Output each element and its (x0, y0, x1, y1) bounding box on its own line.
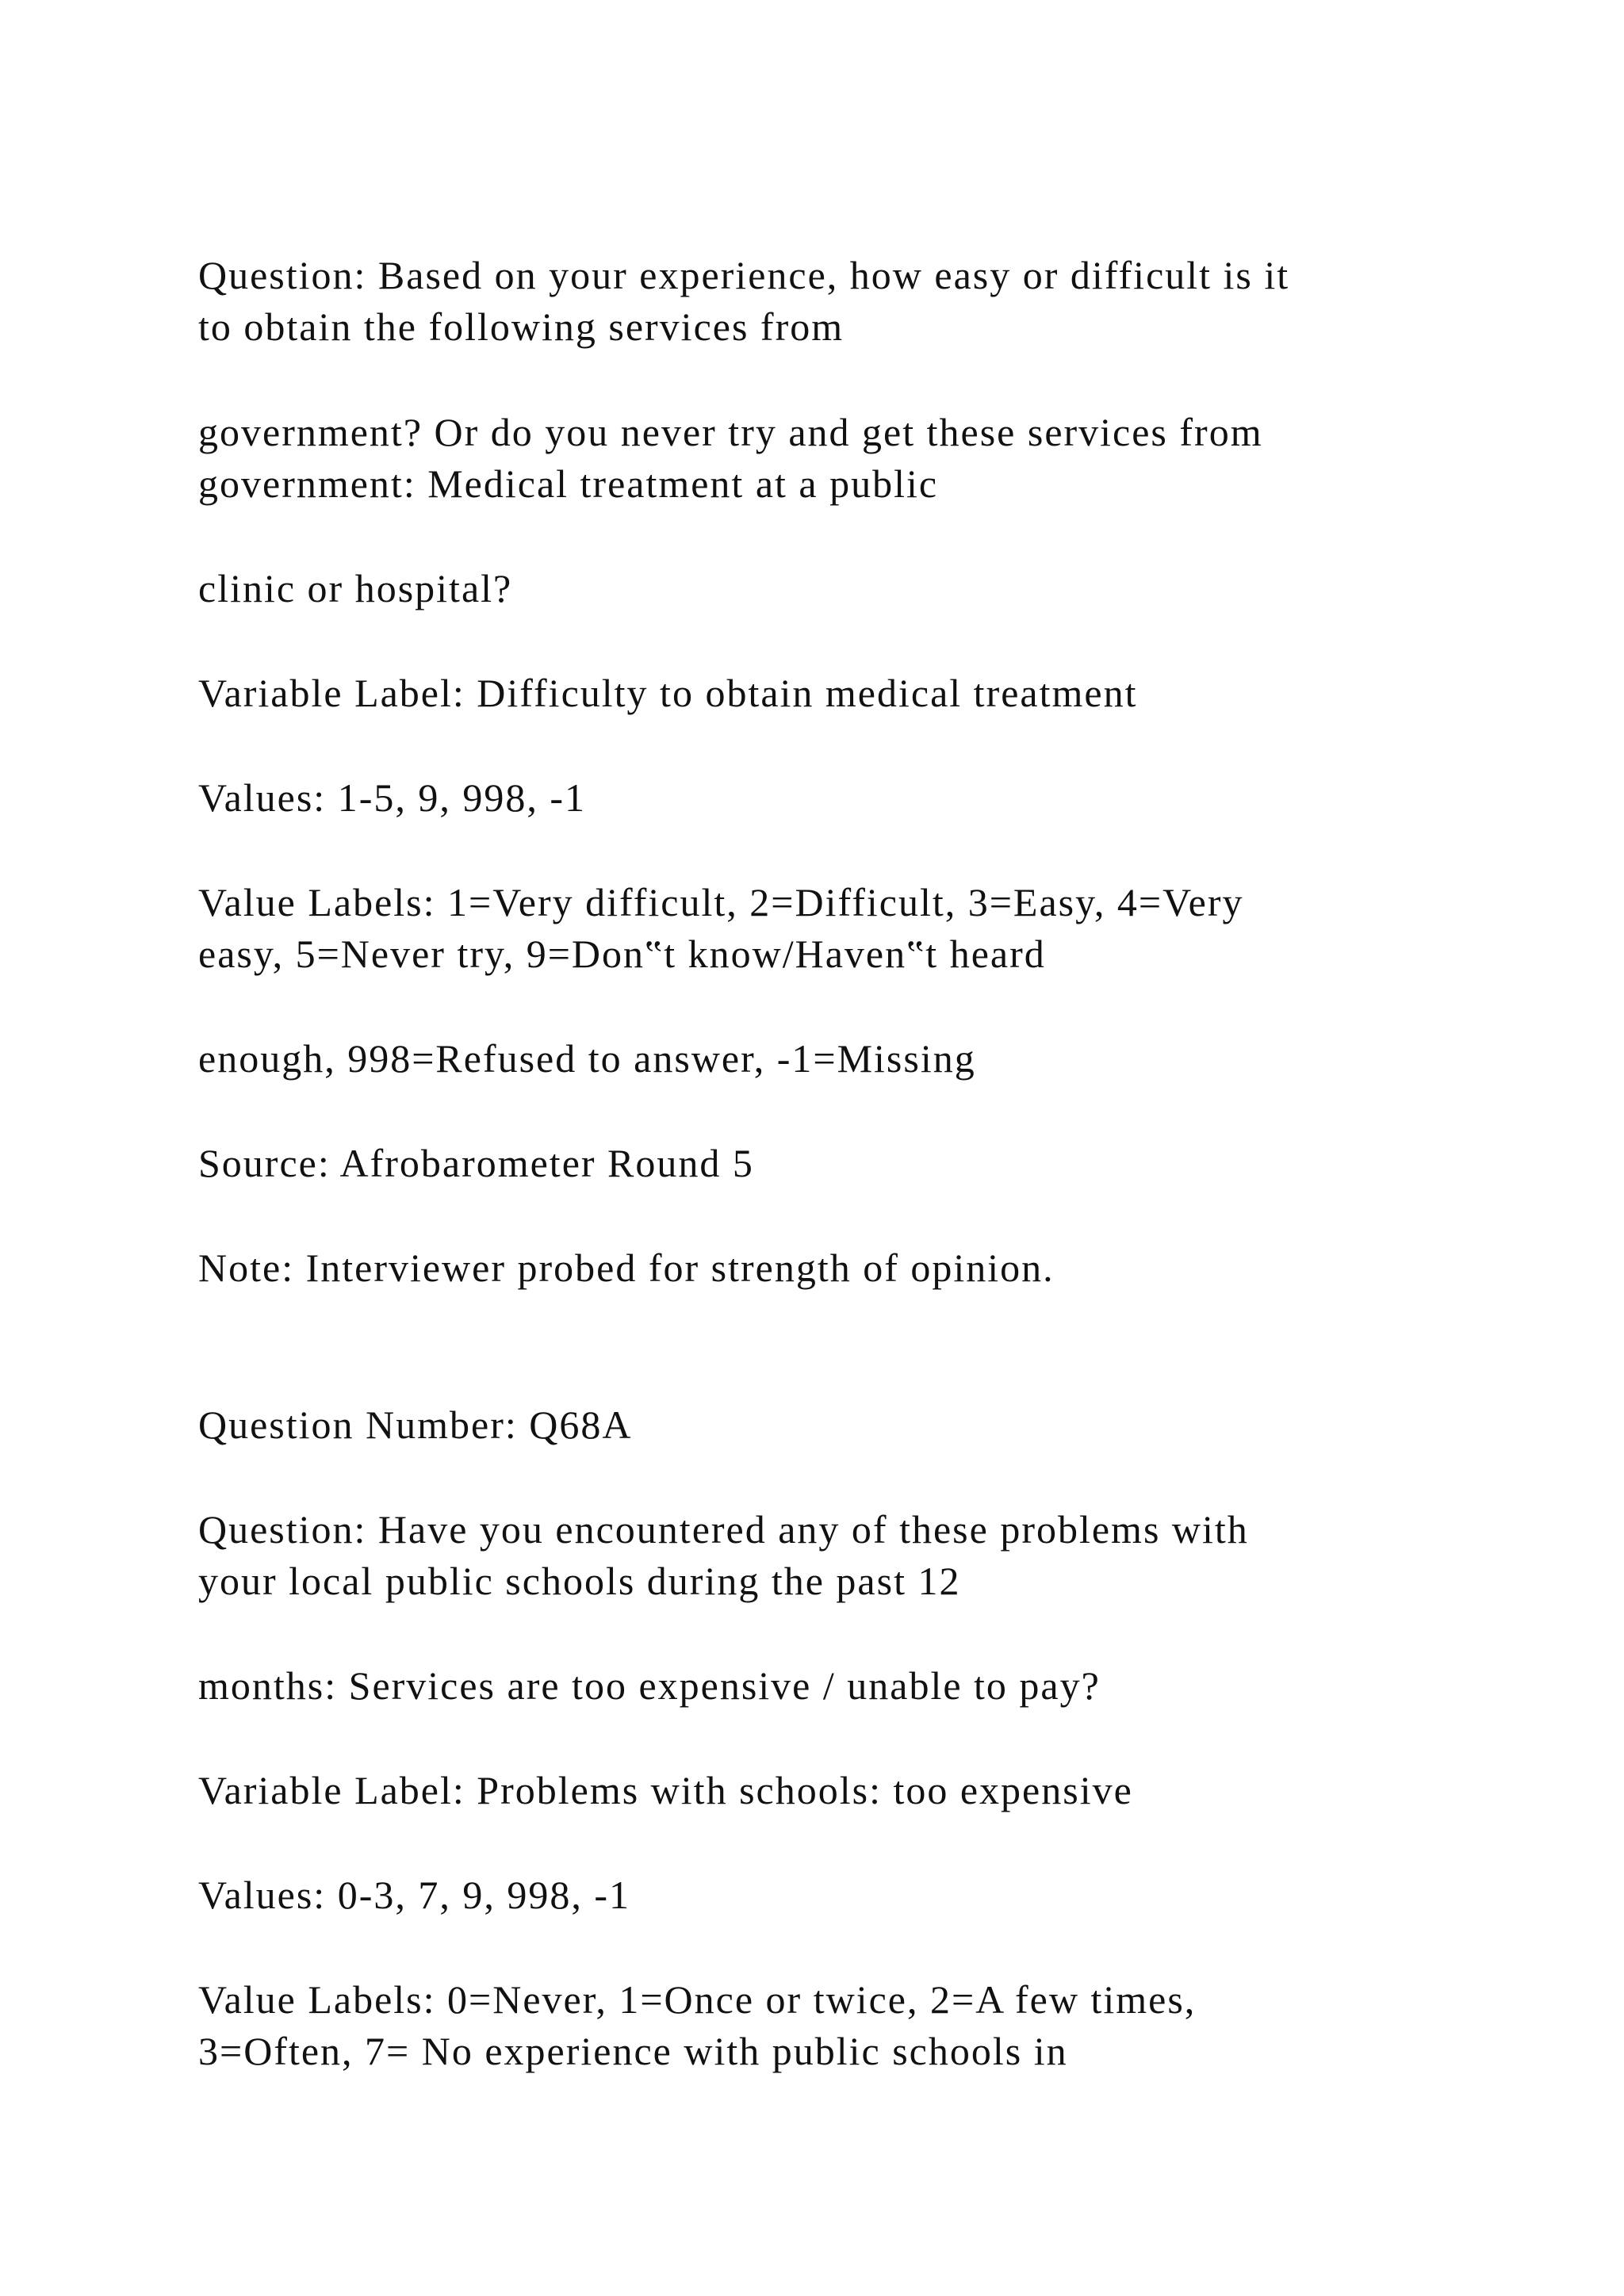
text-line: 3=Often, 7= No experience with public schools in (198, 2029, 1068, 2073)
text-line: Variable Label: Problems with schools: too expensive (198, 1768, 1133, 1812)
text-line: Question: Have you encountered any of these problems with (198, 1507, 1249, 1552)
text-line: government: Medical treatment at a public (198, 461, 939, 506)
text-line: Note: Interviewer probed for strength of opinion. (198, 1246, 1055, 1290)
text-line: to obtain the following services from (198, 304, 845, 349)
text-line: enough, 998=Refused to answer, -1=Missing (198, 1036, 976, 1081)
text-line: Value Labels: 1=Very difficult, 2=Difficult, 3=Easy, 4=Very (198, 880, 1244, 924)
text-line: your local public schools during the past 12 (198, 1559, 961, 1603)
text-line: Values: 1-5, 9, 998, -1 (198, 775, 586, 820)
text-line: easy, 5=Never try, 9=Don‟t know/Haven‟t heard (198, 932, 1046, 976)
text-line: clinic or hospital? (198, 566, 513, 610)
text-line: months: Services are too expensive / unable to pay? (198, 1663, 1101, 1708)
text-line: Value Labels: 0=Never, 1=Once or twice, 2=A few times, (198, 1977, 1197, 2022)
text-line: Source: Afrobarometer Round 5 (198, 1141, 754, 1185)
text-line: Question Number: Q68A (198, 1402, 633, 1447)
text-line: Values: 0-3, 7, 9, 998, -1 (198, 1873, 630, 1917)
text-line: government? Or do you never try and get these services from (198, 410, 1263, 454)
text-line: Variable Label: Difficulty to obtain medical treatment (198, 671, 1138, 715)
text-line: Question: Based on your experience, how easy or difficult is it (198, 253, 1290, 297)
